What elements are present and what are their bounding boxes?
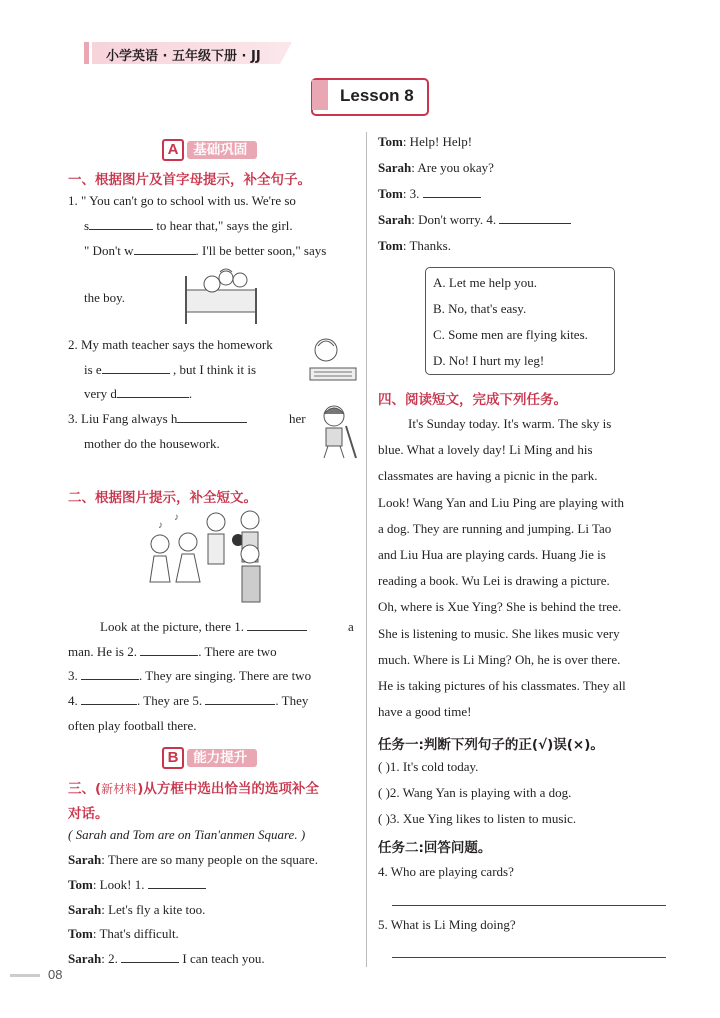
blank[interactable] <box>117 384 189 398</box>
svg-text:♪: ♪ <box>158 520 163 531</box>
blank[interactable] <box>81 691 137 705</box>
blank[interactable] <box>81 666 139 680</box>
dialogue-line-9: Sarah: Don't worry. 4. <box>378 208 571 233</box>
q3-line2: mother do the housework. <box>84 436 220 451</box>
footer-rule <box>10 974 40 977</box>
p2-line4: 4. . They are 5. . They <box>68 693 309 708</box>
book-icon <box>312 80 328 110</box>
dialogue-line-1: Sarah: There are so many people on the square. <box>68 852 318 867</box>
dialogue-line-7: Sarah: Are you okay? <box>378 160 494 175</box>
passage-line: reading a book. Wu Lei is drawing a picture. <box>378 573 610 589</box>
passage-line: Oh, where is Xue Ying? She is behind the tree. <box>378 599 622 615</box>
p2-line3: 3. . They are singing. There are two <box>68 668 312 683</box>
blank[interactable] <box>177 409 247 423</box>
svg-text:♪: ♪ <box>174 512 179 523</box>
option-c: C. Some men are flying kites. <box>433 327 588 342</box>
blank[interactable] <box>102 360 170 374</box>
passage-line: have a good time! <box>378 704 472 720</box>
passage-line: classmates are having a picnic in the park. <box>378 468 598 484</box>
passage-line: She is listening to music. She likes music very <box>378 625 620 641</box>
task1-item-1[interactable]: ( )1. It's cold today. <box>378 759 479 774</box>
blank[interactable] <box>247 617 307 631</box>
passage-line: a dog. They are running and jumping. Li Tao <box>378 520 612 536</box>
housework-girl-illustration <box>310 402 360 460</box>
lesson-title: Lesson 8 <box>340 86 414 105</box>
page-number: 08 <box>48 967 63 982</box>
p2-line2: man. He is 2. . There are two <box>68 644 277 659</box>
blank[interactable] <box>121 949 179 963</box>
part1-heading: 一、根据图片及首字母提示，补全句子。 <box>68 172 311 188</box>
option-a: A. Let me help you. <box>433 275 537 290</box>
section-b-letter: B <box>162 747 184 769</box>
p2-a: a <box>348 619 354 634</box>
blank[interactable] <box>134 241 196 255</box>
q3-line1: 3. Liu Fang always h <box>68 407 247 432</box>
part2-heading: 二、根据图片提示，补全短文。 <box>68 490 257 506</box>
section-b-title: 能力提升 <box>187 749 257 767</box>
q2-line3: very d . <box>84 386 193 401</box>
q1-line3: " Don't w . I'll be better soon," says <box>84 243 327 258</box>
section-a-letter: A <box>162 139 184 161</box>
blank[interactable] <box>205 691 275 705</box>
q3-her: her <box>289 411 306 426</box>
blank[interactable] <box>89 216 153 230</box>
book-title: 小学英语 · 五年级下册 · JJ <box>106 49 261 64</box>
p2-line5: often play football there. <box>68 718 197 733</box>
q1-line2: s to hear that," says the girl. <box>84 218 293 233</box>
dialogue-line-6: Tom: Help! Help! <box>378 134 473 149</box>
sick-boy-illustration <box>182 262 260 326</box>
part4-heading: 四、阅读短文，完成下列任务。 <box>378 392 567 408</box>
option-d: D. No! I hurt my leg! <box>433 353 545 368</box>
part3-heading: 三、(新材料)从方框中选出恰当的选项补全 <box>68 781 319 797</box>
task2-question-5: 5. What is Li Ming doing? <box>378 917 516 932</box>
answer-line-5[interactable] <box>392 957 666 958</box>
section-a-title: 基础巩固 <box>187 141 257 159</box>
passage-line: much. Where is Li Ming? Oh, he is over there. <box>378 651 621 667</box>
park-people-illustration <box>146 504 272 610</box>
dialogue-line-8: Tom: 3. <box>378 182 481 207</box>
q2-line2: is e , but I think it is <box>84 362 257 377</box>
blank[interactable] <box>140 642 198 656</box>
dialogue-line-2: Tom: Look! 1. <box>68 873 206 898</box>
reading-passage <box>378 411 668 725</box>
dialogue-line-10: Tom: Thanks. <box>378 238 451 253</box>
passage-line: He is taking pictures of his classmates. They all <box>378 678 626 694</box>
task1-item-2[interactable]: ( )2. Wang Yan is playing with a dog. <box>378 785 572 800</box>
column-divider <box>366 132 367 967</box>
q1-line1: 1. " You can't go to school with us. We're so <box>68 193 296 208</box>
section-a-label <box>162 138 257 161</box>
task2-heading: 任务二:回答问题。 <box>378 840 492 856</box>
section-b-label <box>162 746 257 769</box>
blank[interactable] <box>423 184 481 198</box>
header-accent <box>84 42 89 64</box>
q1-line4: the boy. <box>84 290 126 305</box>
blank[interactable] <box>499 210 571 224</box>
task2-question-4: 4. Who are playing cards? <box>378 864 514 879</box>
dialogue-line-3: Sarah: Let's fly a kite too. <box>68 902 206 917</box>
blank[interactable] <box>148 875 206 889</box>
homework-boy-illustration <box>304 336 360 386</box>
passage-line: Look! Wang Yan and Liu Ping are playing with <box>378 494 625 510</box>
task1-item-3[interactable]: ( )3. Xue Ying likes to listen to music. <box>378 811 577 826</box>
passage-line: It's Sunday today. It's warm. The sky is <box>408 416 612 431</box>
dialogue-line-5: Sarah: 2. I can teach you. <box>68 951 265 966</box>
dialogue-line-4: Tom: That's difficult. <box>68 926 179 941</box>
p2-line1: Look at the picture, there 1. <box>100 615 307 640</box>
passage-line: and Liu Hua are playing cards. Huang Jie is <box>378 547 606 563</box>
passage-line: blue. What a lovely day! Li Ming and his <box>378 442 593 458</box>
option-b: B. No, that's easy. <box>433 301 527 316</box>
dialogue-scene: ( Sarah and Tom are on Tian'anmen Square. ) <box>68 827 306 842</box>
task1-heading: 任务一:判断下列句子的正(√)误(×)。 <box>378 737 604 753</box>
q2-line1: 2. My math teacher says the homework <box>68 337 273 352</box>
answer-line-4[interactable] <box>392 905 666 906</box>
part3-heading-l2: 对话。 <box>68 806 109 822</box>
